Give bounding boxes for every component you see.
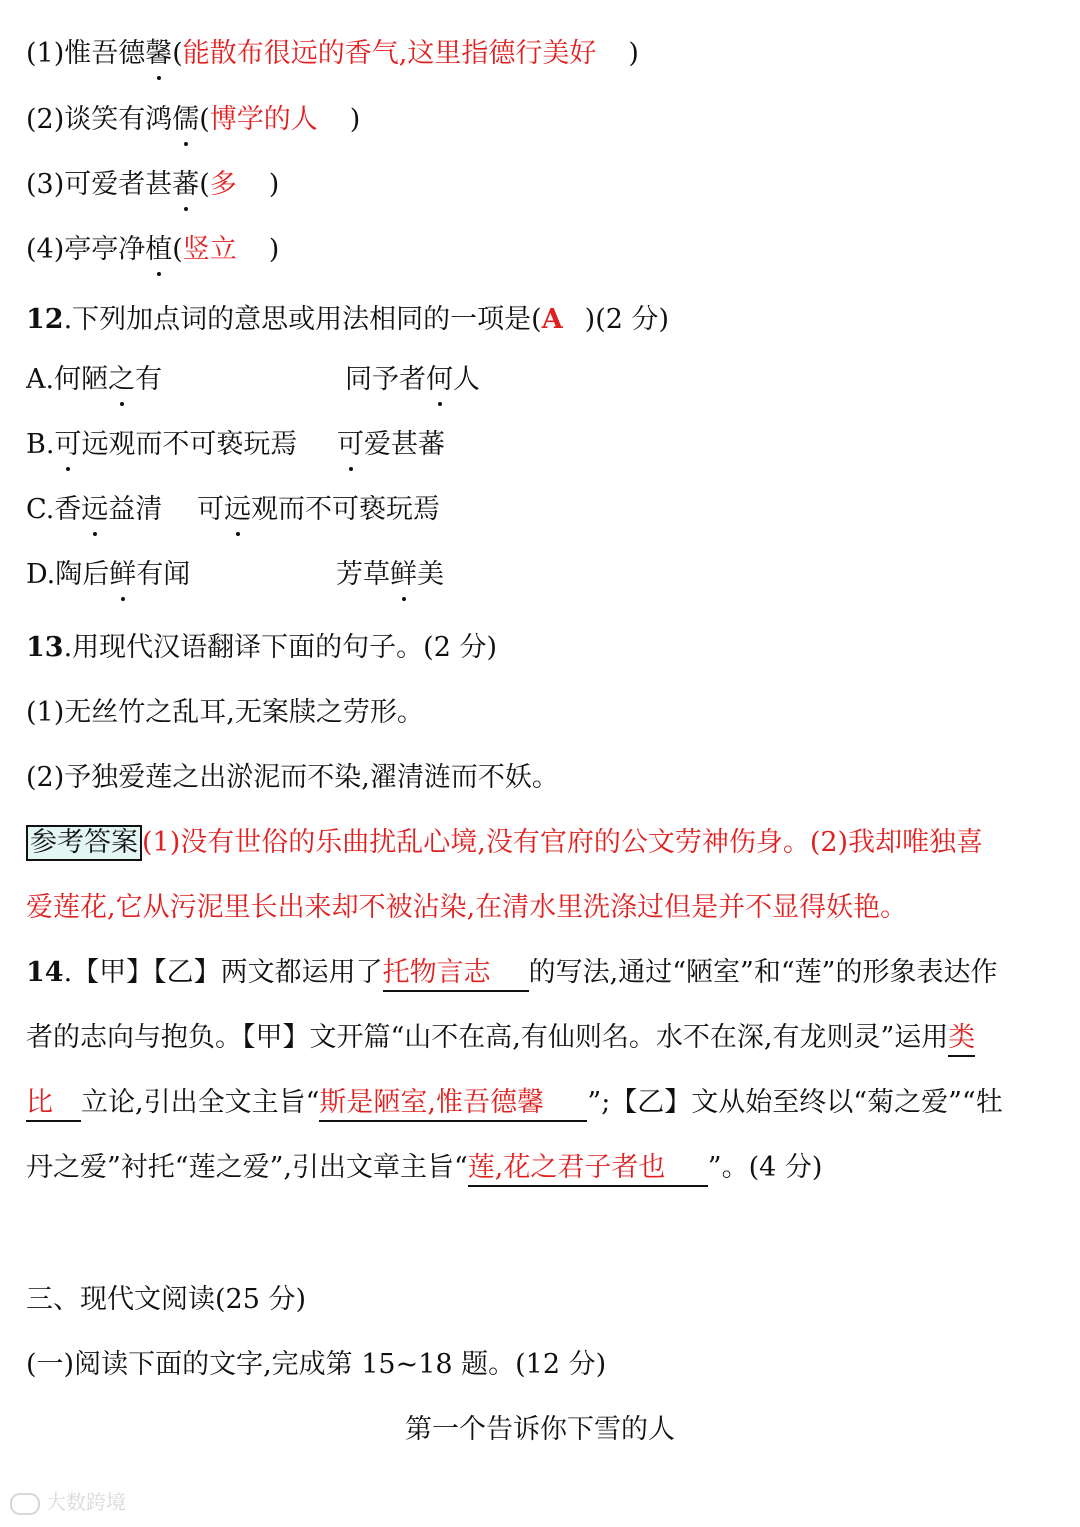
- paren: (: [199, 104, 210, 135]
- q13-sentence-1: (1)无丝竹之乱耳,无案牍之劳形。: [26, 697, 424, 728]
- q12-option-b: [26, 425, 297, 465]
- q12-option-a: [26, 360, 162, 400]
- question-text: 者的志向与抱负。【甲】文开篇“山不在高,有仙则名。水不在深,有龙则灵”运用: [26, 1022, 949, 1053]
- fill-blank-3: 斯是陋室,惟吾德馨: [319, 1086, 587, 1122]
- q14-line-3: [26, 1083, 1003, 1123]
- watermark-text: 大数跨境: [46, 1490, 126, 1514]
- dotted-char: 何: [426, 360, 453, 400]
- fill-blank-2: 类: [948, 1021, 975, 1057]
- dotted-char: 植: [145, 230, 172, 270]
- q12-answer: A: [541, 304, 563, 335]
- q11-item-text: (2)谈笑有鸿: [26, 104, 173, 135]
- q11-item-text: (3)可爱者甚: [26, 169, 173, 200]
- option-text: 同予者: [345, 364, 426, 395]
- q13-answer-line-1: [26, 823, 983, 863]
- q11-item-3: [26, 165, 279, 205]
- section-subtitle: (一)阅读下面的文字,完成第 15~18 题。(12 分): [26, 1349, 607, 1380]
- option-text: C.香: [26, 494, 82, 525]
- q12-option-a-compare: [345, 360, 480, 400]
- q11-answer: 竖立: [182, 234, 237, 265]
- q13-stem: [26, 628, 497, 668]
- dotted-char: 蕃: [172, 165, 199, 205]
- question-text: .用现代汉语翻译下面的句子。(2 分): [63, 632, 497, 663]
- answer-tag: 参考答案: [26, 825, 142, 861]
- q11-answer: 能散布很远的香气,这里指德行美好: [182, 38, 597, 69]
- option-text: 益清: [108, 494, 163, 525]
- paren: (: [172, 234, 183, 265]
- dotted-char: 远: [81, 490, 108, 530]
- article-title: 第一个告诉你下雪的人: [405, 1414, 675, 1445]
- dotted-char: 儒: [172, 100, 199, 140]
- option-text: 远观而不可亵玩焉: [81, 429, 298, 460]
- paren: ): [268, 169, 280, 200]
- option-text: 人: [453, 364, 480, 395]
- fill-blank-4: 莲,花之君子者也: [468, 1151, 708, 1187]
- option-text: 爱甚蕃: [364, 429, 445, 460]
- q11-item-2: [26, 100, 360, 140]
- q11-item-text: (1)惟吾德: [26, 38, 146, 69]
- option-text: 可: [197, 494, 224, 525]
- question-text: .下列加点词的意思或用法相同的一项是(: [63, 304, 542, 335]
- paren: (: [199, 169, 210, 200]
- fill-blank-1: 托物言志: [383, 956, 529, 992]
- q12-option-c: [26, 490, 162, 530]
- question-number: 12: [26, 304, 64, 335]
- paren: (: [172, 38, 183, 69]
- watermark: [10, 1488, 126, 1516]
- question-score: )(2 分): [584, 304, 670, 335]
- paren: ): [628, 38, 639, 69]
- q14-line-4: [26, 1148, 822, 1188]
- option-text: 观而不可亵玩焉: [251, 494, 440, 525]
- dotted-char: 鲜: [390, 555, 417, 595]
- q12-option-d-compare: [336, 555, 444, 595]
- q11-answer: 多: [209, 169, 237, 200]
- option-text: A.何陋: [26, 364, 109, 395]
- option-text: 有闻: [136, 559, 191, 590]
- dotted-char: 远: [224, 490, 251, 530]
- question-number: 14: [26, 957, 64, 988]
- q13-sentence-2: (2)予独爱莲之出淤泥而不染,濯清涟而不妖。: [26, 762, 559, 793]
- q12-option-d: [26, 555, 190, 595]
- question-text: 丹之爱”衬托“莲之爱”,引出文章主旨“: [26, 1152, 468, 1183]
- watermark-logo-icon: [10, 1493, 40, 1515]
- q13-answer-text: (1)没有世俗的乐曲扰乱心境,没有官府的公文劳神伤身。(2)我却唯独喜: [142, 827, 984, 858]
- q11-item-1: [26, 34, 639, 74]
- question-text: ”。(4 分): [707, 1152, 823, 1183]
- dotted-char: 鲜: [109, 555, 136, 595]
- q11-item-4: [26, 230, 279, 270]
- question-text: ”;【乙】文从始至终以“菊之爱”“牡: [587, 1087, 1003, 1118]
- option-text: D.陶后: [26, 559, 110, 590]
- question-text: 立论,引出全文主旨“: [81, 1087, 320, 1118]
- section-title: 三、现代文阅读(25 分): [26, 1284, 307, 1315]
- q14-line-1: [26, 953, 997, 993]
- q11-item-text: (4)亭亭净: [26, 234, 146, 265]
- dotted-char: 可: [54, 425, 81, 465]
- dotted-char: 可: [337, 425, 364, 465]
- fill-blank-2-cont: 比: [26, 1086, 81, 1122]
- option-text: 芳草: [336, 559, 390, 590]
- question-number: 13: [26, 632, 64, 663]
- q11-answer: 博学的人: [209, 104, 318, 135]
- q13-answer-line-2: 爱莲花,它从污泥里长出来却不被沾染,在清水里洗涤过但是并不显得妖艳。: [26, 892, 908, 923]
- option-text: B.: [26, 429, 55, 460]
- paren: ): [268, 234, 280, 265]
- question-text: 的写法,通过“陋室”和“莲”的形象表达作: [528, 957, 998, 988]
- question-text: .【甲】【乙】两文都运用了: [63, 957, 383, 988]
- option-text: 美: [417, 559, 444, 590]
- dotted-char: 馨: [145, 34, 172, 74]
- q12-stem: [26, 300, 669, 340]
- q12-option-b-compare: [337, 425, 445, 465]
- q12-option-c-compare: [197, 490, 440, 530]
- paren: ): [349, 104, 361, 135]
- option-text: 有: [135, 364, 163, 395]
- q14-line-2: [26, 1018, 975, 1058]
- dotted-char: 之: [108, 360, 135, 400]
